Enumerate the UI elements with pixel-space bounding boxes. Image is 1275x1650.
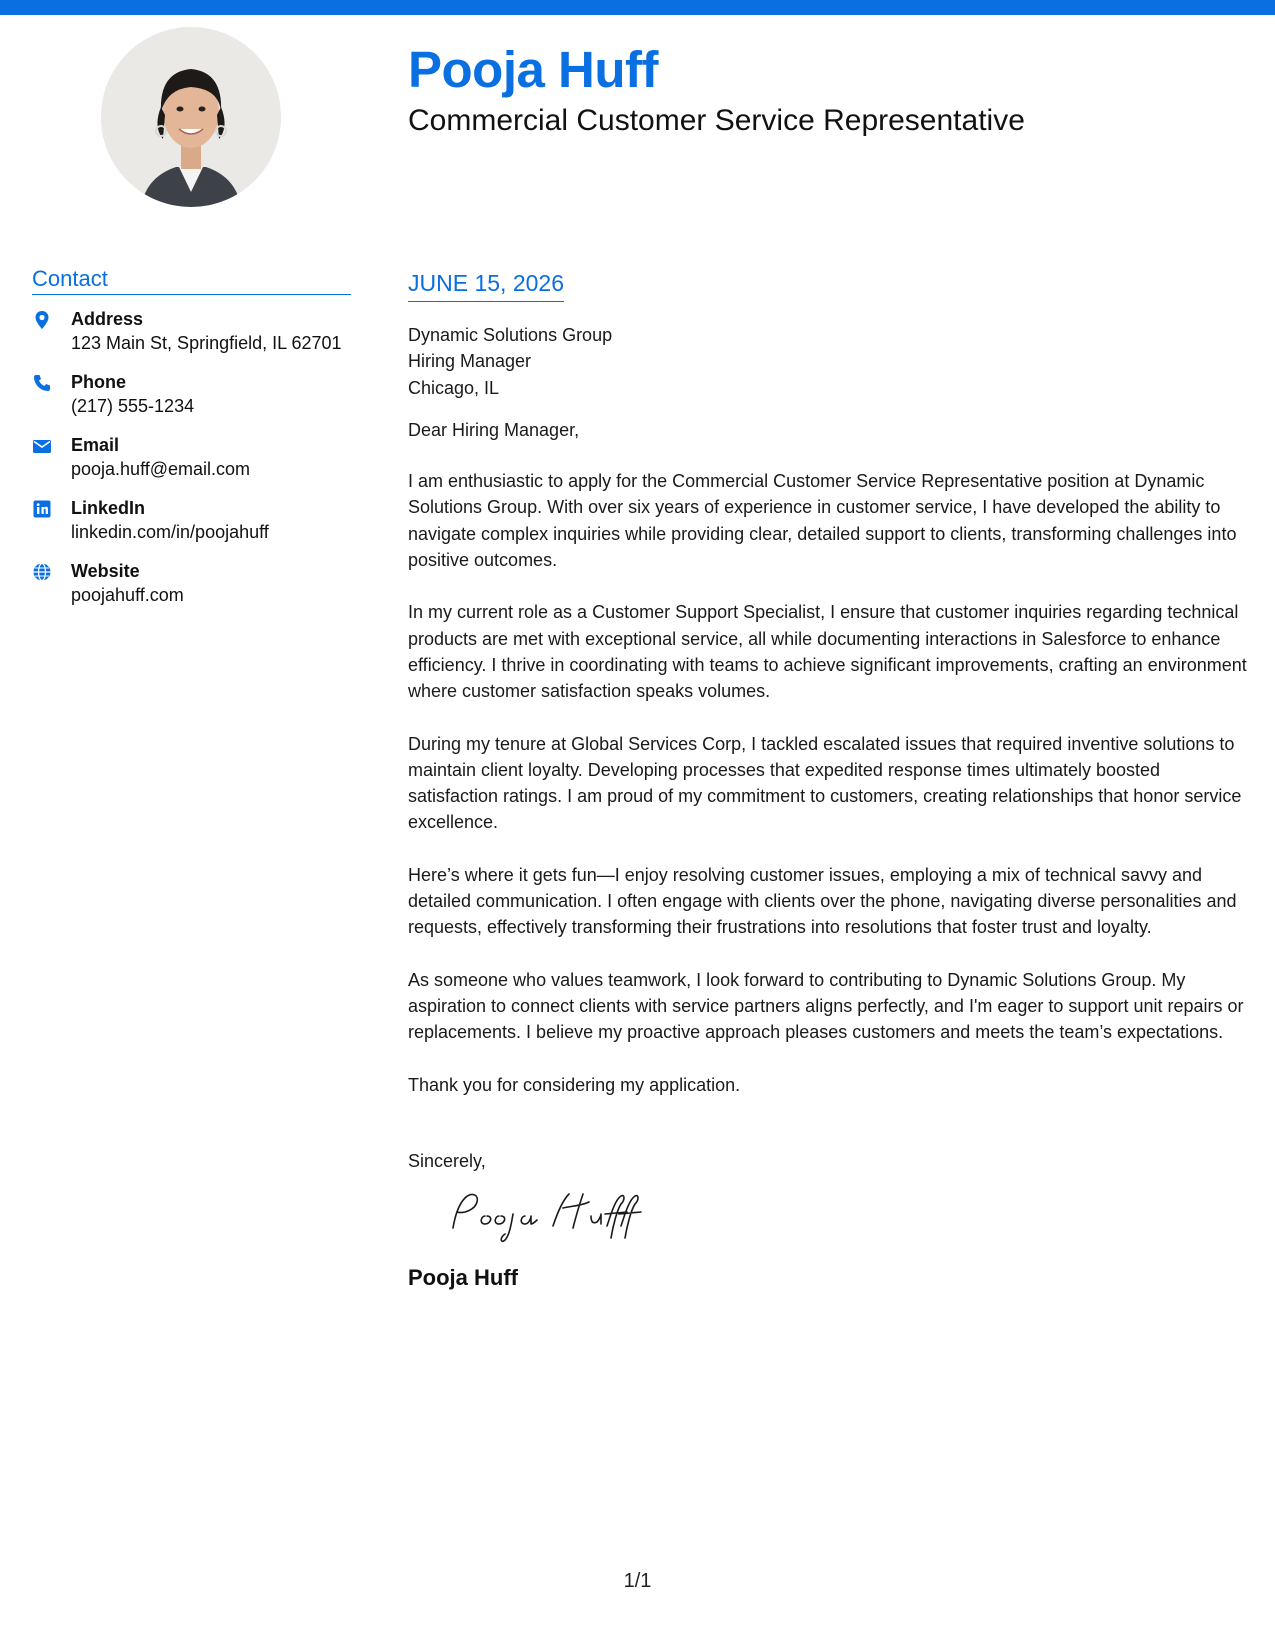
contact-list <box>32 308 351 623</box>
contact-sidebar <box>32 266 351 623</box>
contact-label: Email <box>71 435 120 455</box>
paragraph: As someone who values teamwork, I look forward to contributing to Dynamic Solutions Group. My aspiration to connect clients with service partners aligns perfectly, and I'm eager to support unit repairs or replacements. I believe my proactive approach pleases customers and meets the team’s expectations. <box>408 969 1244 1043</box>
recipient-title: Hiring Manager <box>408 351 532 372</box>
applicant-name: Pooja Huff <box>408 41 658 98</box>
paragraph: Here’s where it gets fun—I enjoy resolving customer issues, employing a mix of technical savvy and detailed communication. I often engage with clients over the phone, navigating diverse personalities and requests, effectively transforming their frustrations into resolutions that foster trust and loyalty. <box>408 864 1237 938</box>
job-title: Commercial Customer Service Representative <box>408 104 1025 137</box>
paragraph: In my current role as a Customer Support Specialist, I ensure that customer inquiries regarding technical products are met with exceptional service, all while documenting interactions in Salesforce to enhance efficiency. I thrive in coordinating with teams to achieve significant improvements, crafting an environment where customer satisfaction speaks volumes. <box>408 602 1247 702</box>
recipient-location: Chicago, IL <box>408 377 500 398</box>
paragraph: During my tenure at Global Services Corp, I tackled escalated issues that required inventive solutions to maintain client loyalty. Developing processes that expedited response times ultimately boosted satisfaction ratings. I am proud of my commitment to customers, creating relationships that honor service excellence. <box>408 733 1242 833</box>
contact-value: 123 Main St, Springfield, IL 62701 <box>71 333 342 353</box>
handwritten-signature <box>445 1186 665 1246</box>
phone-icon <box>32 373 52 393</box>
email-icon <box>32 436 52 456</box>
letter-date: JUNE 15, 2026 <box>408 270 564 302</box>
closing: Sincerely, <box>408 1150 486 1171</box>
profile-photo <box>101 27 281 207</box>
paragraph: Thank you for considering my application. <box>408 1074 741 1095</box>
contact-label: Address <box>71 309 144 329</box>
paragraph: I am enthusiastic to apply for the Commercial Customer Service Representative position at Dynamic Solutions Group. With over six years of experience in customer service, I have developed the ability to navigate complex inquiries while providing clear, detailed support to clients, transforming challenges into positive outcomes. <box>408 471 1237 571</box>
greeting: Dear Hiring Manager, <box>408 419 580 440</box>
signed-name: Pooja Huff <box>408 1264 518 1290</box>
contact-linkedin <box>32 497 351 560</box>
globe-icon <box>32 562 52 582</box>
contact-value: (217) 555-1234 <box>71 396 195 416</box>
recipient-block <box>408 322 1253 401</box>
location-pin-icon <box>32 310 52 330</box>
contact-value[interactable]: poojahuff.com <box>71 585 184 605</box>
contact-website <box>32 560 351 623</box>
contact-phone <box>32 371 351 434</box>
contact-label: Website <box>71 561 140 581</box>
contact-heading: Contact <box>32 266 351 295</box>
contact-label: Phone <box>71 372 127 392</box>
letter-body <box>408 270 1253 1291</box>
page-number: 1/1 <box>623 1570 652 1592</box>
contact-value[interactable]: linkedin.com/in/poojahuff <box>71 522 269 542</box>
recipient-company: Dynamic Solutions Group <box>408 325 613 345</box>
contact-address <box>32 308 351 371</box>
contact-email <box>32 434 351 497</box>
top-accent-bar <box>0 0 1275 15</box>
contact-value[interactable]: pooja.huff@email.com <box>71 459 251 479</box>
linkedin-icon <box>32 499 52 519</box>
contact-label: LinkedIn <box>71 498 146 518</box>
